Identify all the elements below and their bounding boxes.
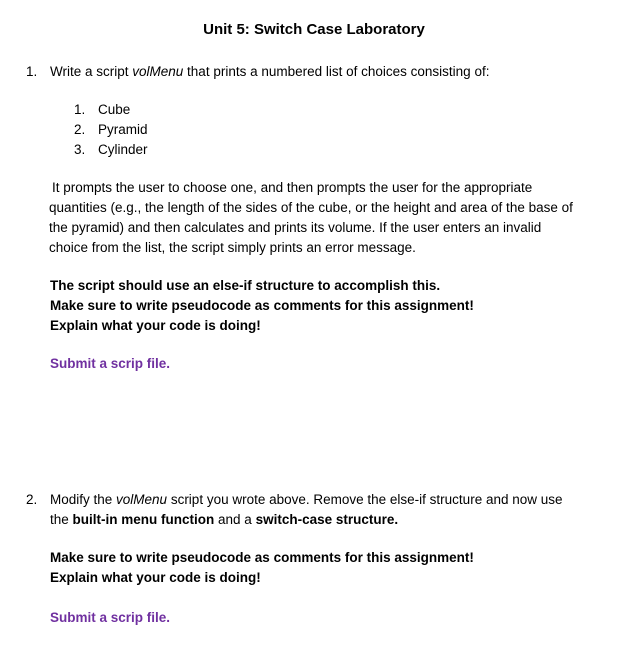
instruction-line: Make sure to write pseudocode as comments for this assignment!: [50, 550, 474, 565]
q2-line1-after: script you wrote above. Remove the else-if structure and now use: [167, 492, 563, 507]
page-title: Unit 5: Switch Case Laboratory: [203, 21, 425, 38]
instruction-line: The script should use an else-if structure to accomplish this.: [50, 278, 441, 293]
question-2-line-2: [50, 510, 622, 530]
question-2-submit-note: Submit a scrip file.: [50, 610, 171, 625]
q1-intro-italic: volMenu: [132, 64, 184, 79]
instruction-line: Make sure to write pseudocode as comments for this assignment!: [50, 298, 474, 313]
paragraph-line: the pyramid) and then calculates and prints its volume. If the user enters an invalid: [49, 220, 542, 235]
choice-label: Cylinder: [98, 142, 148, 157]
question-2-instructions: [50, 548, 624, 588]
question-1-submit-note: Submit a scrip file.: [50, 356, 171, 371]
choice-number: 3.: [74, 142, 86, 157]
list-item: [74, 120, 148, 140]
question-1-instructions: [50, 276, 624, 336]
question-1-paragraph: [49, 178, 626, 258]
choice-label: Cube: [98, 102, 131, 117]
instruction-line: Explain what your code is doing!: [50, 570, 261, 585]
paragraph-line: It prompts the user to choose one, and then prompts the user for the appropriate: [52, 180, 533, 195]
q2-line2-bold-2: switch-case structure.: [255, 512, 399, 527]
q2-line2-bold-1: built-in menu function: [72, 512, 215, 527]
question-1-intro: [50, 62, 622, 82]
choice-number: 1.: [74, 102, 86, 117]
instruction-line: Explain what your code is doing!: [50, 318, 261, 333]
choices-list: [74, 100, 148, 160]
q2-line2-mid: and a: [214, 512, 256, 527]
choice-label: Pyramid: [98, 122, 148, 137]
list-item: [74, 100, 148, 120]
choice-number: 2.: [74, 122, 86, 137]
q1-intro-after: that prints a numbered list of choices consisting of:: [183, 64, 490, 79]
list-item: [74, 140, 148, 160]
question-2-line-1: [50, 490, 622, 510]
question-2-number: 2.: [26, 492, 38, 507]
paragraph-line: choice from the list, the script simply prints an error message.: [49, 240, 416, 255]
paragraph-line: quantities (e.g., the length of the sides of the cube, or the height and area of the base of: [49, 200, 573, 215]
q2-line1-before: Modify the: [50, 492, 117, 507]
q1-intro-before: Write a script: [50, 64, 133, 79]
q2-line2-before: the: [50, 512, 73, 527]
q2-line1-italic: volMenu: [116, 492, 168, 507]
question-1-number: 1.: [26, 64, 38, 79]
